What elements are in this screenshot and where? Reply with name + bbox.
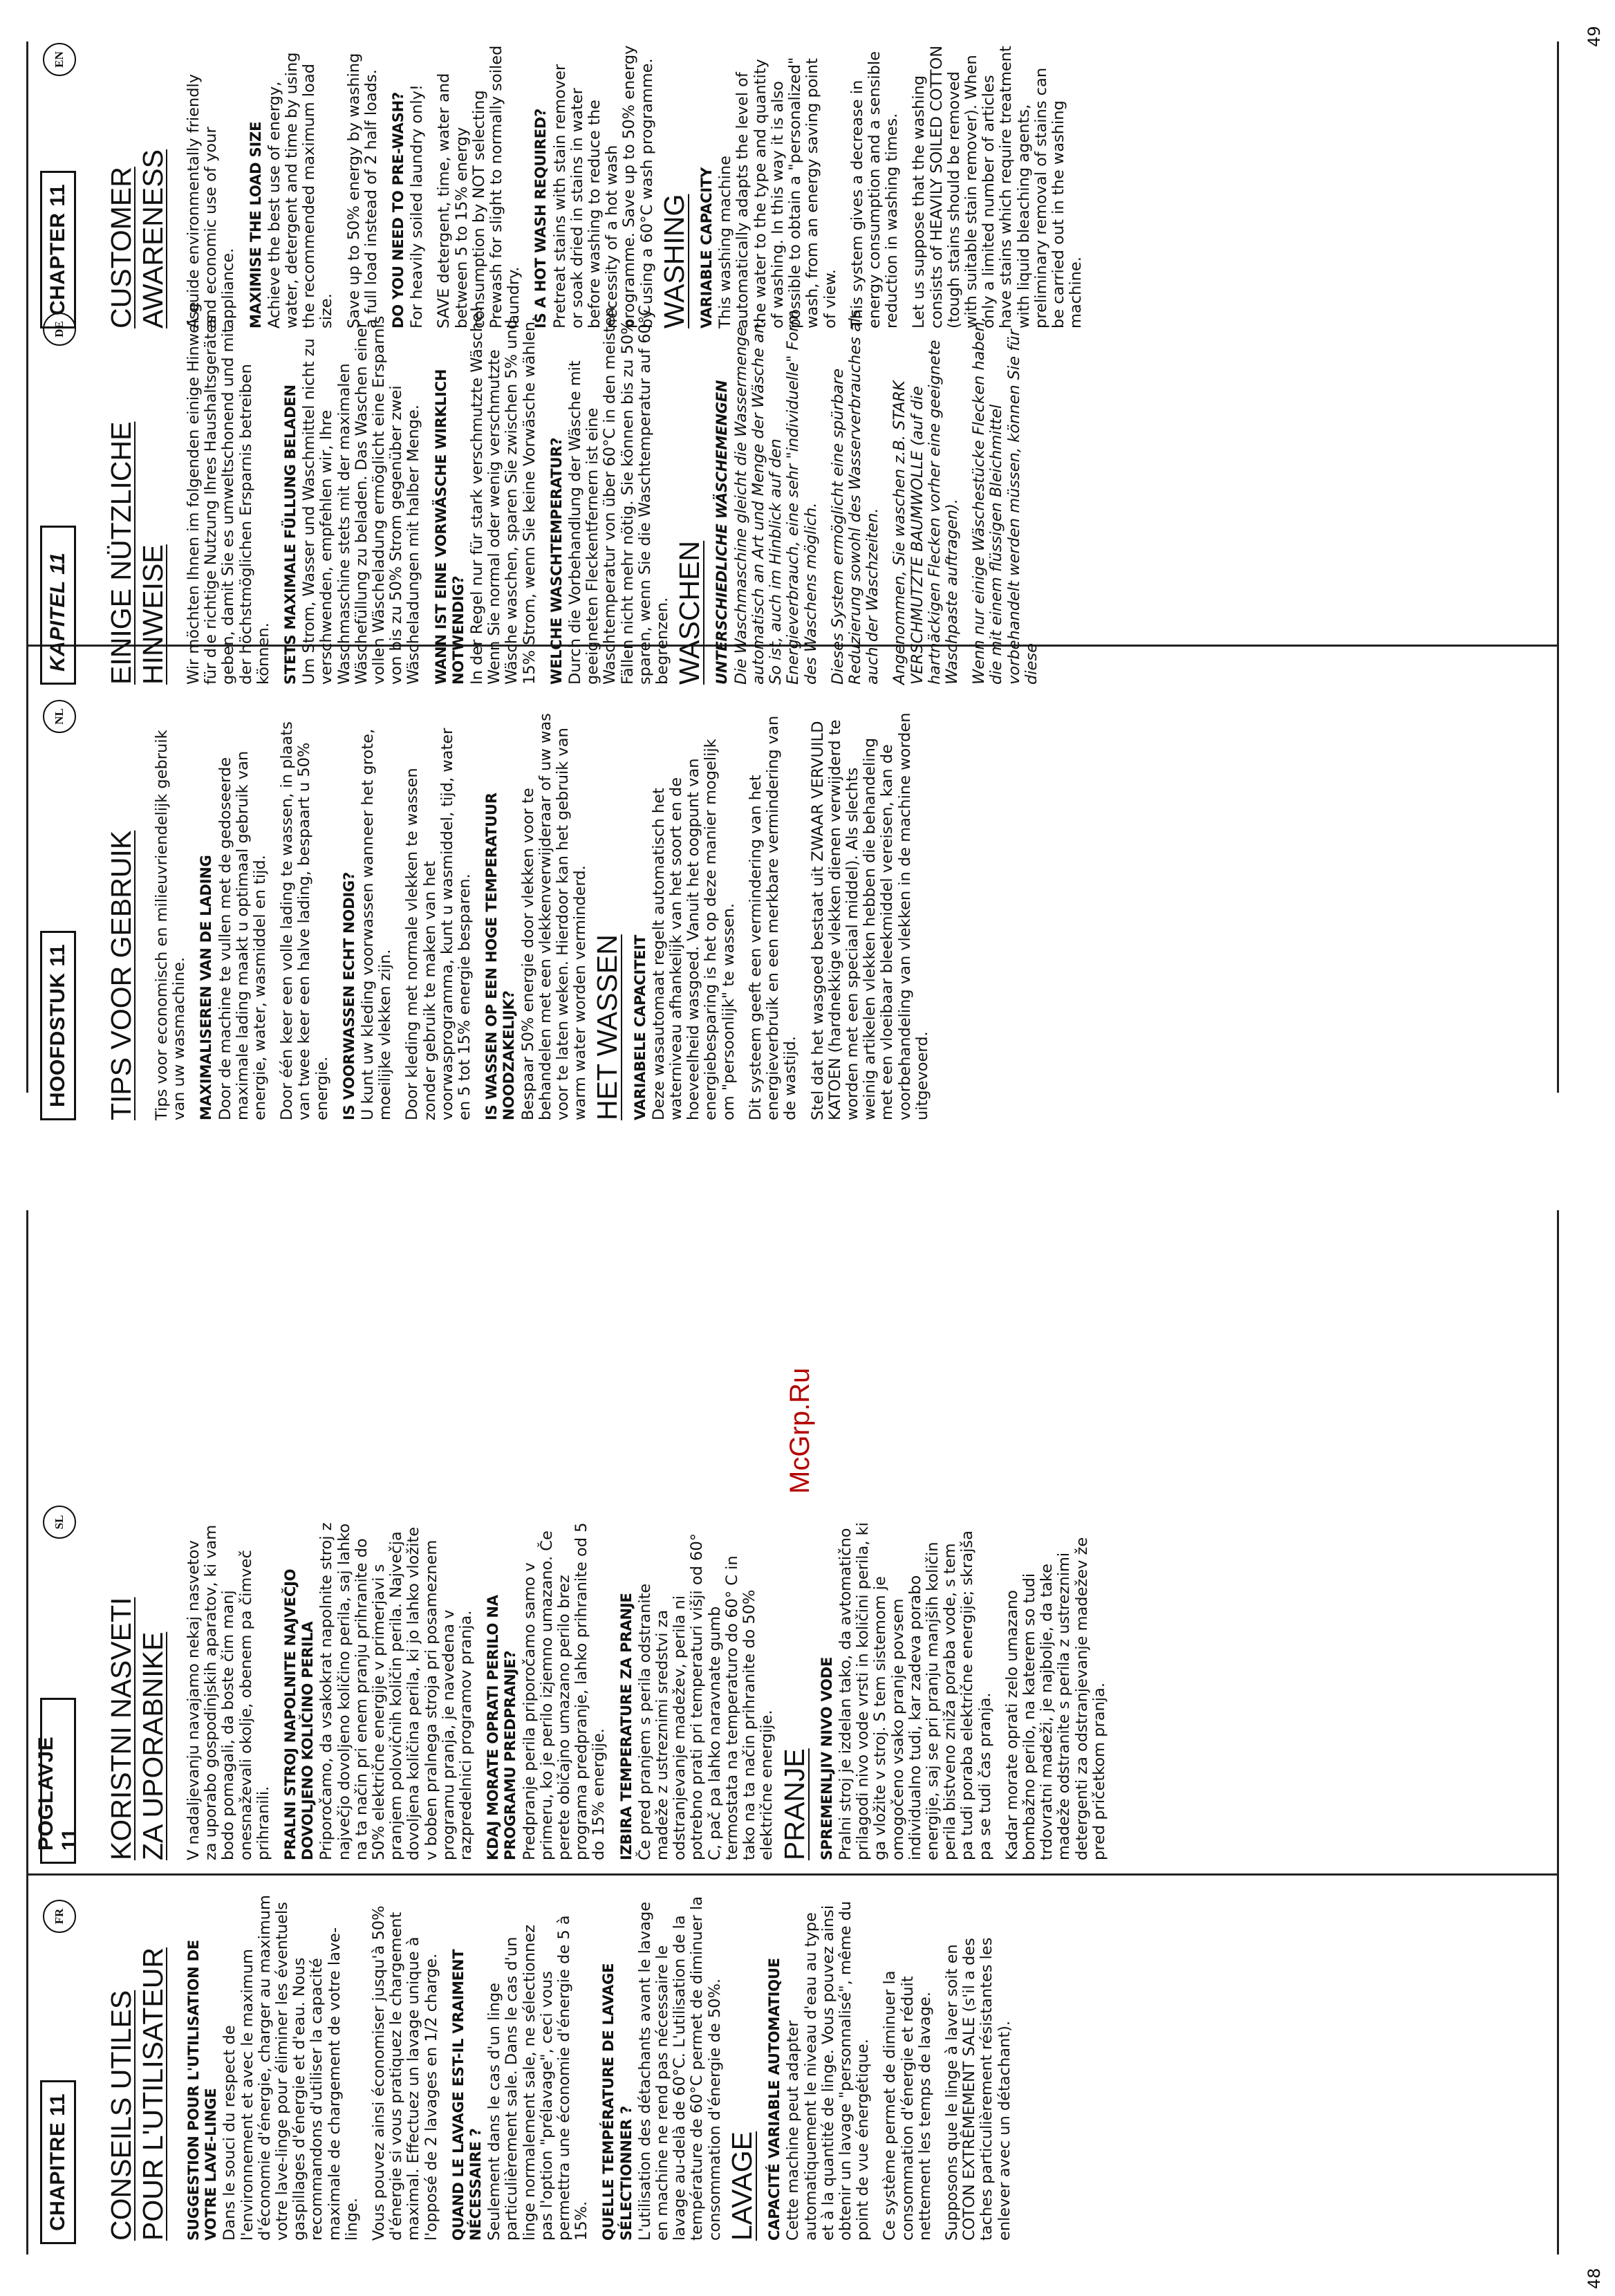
heading-de-3: WELCHE WASCHTEMPERATUR? (548, 437, 565, 685)
heading-fr-2: QUAND LE LAVAGE EST-IL VRAIMENT NÉCESSAIRE ? (449, 1949, 485, 2241)
heading-fr-4: CAPACITÉ VARIABLE AUTOMATIQUE (766, 1958, 783, 2241)
rule-right-top (26, 41, 28, 1093)
text-fr-7: Supposons que le linge à laver soit en COTON EXTRÊMEMENT SALE (s'il a des taches particulièrement résistantes les enlever avec un détachant). (942, 1937, 1014, 2241)
title-en: CUSTOMER AWARENESS (105, 149, 169, 328)
heading-nl-1: MAXIMALISEREN VAN DE LADING (198, 855, 215, 1120)
text-en-7: This system gives a decrease in energy consumption and a sensible reduction in washing times. (848, 51, 902, 328)
heading-sl-3: IZBIRA TEMPERATURE ZA PRANJE (617, 1593, 635, 1860)
title-sl: KORISTNI NASVETI ZA UPORABNIKE (105, 1597, 169, 1860)
heading-sl-2: KDAJ MORATE OPRATI PERILO NA PROGRAMU PREDPRANJE? (485, 1595, 519, 1860)
flag-fr-icon: FR (43, 1900, 76, 1933)
page-number-right: 49 (1585, 26, 1604, 47)
heading-nl-2: IS VOORWASSEN ECHT NODIG? (340, 871, 357, 1120)
title-de: EINIGE NÜTZLICHE HINWEISE (105, 421, 169, 685)
chapter-box-sl: POGLAVJE 11 (40, 1698, 76, 1864)
header-fr (46, 1885, 71, 2244)
text-en-6: This washing machine automatically adapts the level of the water to the type and quantity of washing. In this way it is also possible to obtain a "personalized" wash, from an energy saving point of view. (716, 57, 839, 328)
flag-sl-icon: SL (43, 1506, 76, 1539)
heading-sl-4: SPREMENLJIV NIVO VODE (818, 1656, 835, 1860)
flag-de-icon: DE (43, 313, 76, 346)
title-nl: TIPS VOOR GEBRUIK (105, 830, 137, 1120)
text-fr-3: Seulement dans le cas d'un linge particulièrement sale. Dans le cas d'un linge normalement sale, ne sélectionnez pas l'option "prélavage", ceci vous permettra une économie d'énergie de 5 à 15%. (485, 1915, 591, 2241)
header-nl (46, 705, 71, 1120)
text-nl-4: Door kleding met normale vlekken te wassen zonder gebruik te maken van het voorwasprogramma, kunt u wasmiddel, tijd, water en 5 tot 15% energie besparen. (403, 728, 474, 1120)
text-de-3: Durch die Vorbehandlung der Wäsche mit geeigneten Fleckentfernern ist eine Waschtemperatur von über 60°C in den meisten Fällen nicht mehr nötig. Sie können bis zu 50% sparen, wenn Sie die Waschtemperatur auf 60°C begrenzen. (566, 305, 672, 685)
text-sl-2: Predpranje perila priporočamo samo v primeru, ko je perilo izjemno umazano. Če perete običajno umazano perilo brez programa predpranje, lahko prihranite od 5 do 15% energije. (520, 1522, 608, 1860)
chapter-box-nl: HOOFDSTUK 11 (40, 931, 76, 1120)
rule-left-top (26, 1210, 28, 2255)
section-title-nl: HET WASSEN (591, 934, 624, 1120)
text-nl-2: Door één keer een volle lading te wassen, in plaats van twee keer een halve lading, bespaart u 50% energie. (278, 721, 331, 1120)
heading-en-4: VARIABLE CAPACITY (698, 167, 716, 328)
heading-de-2: WANN IST EINE VORWÄSCHE WIRKLICH NOTWENDIG? (432, 369, 467, 685)
text-fr-1: Dans le souci du respect de l'environnement et avec le maximum d'économie d'énergie, charger au maximum votre lave-linge pour éliminer les éventuels gaspillages d'énergie et d'eau. Nous recommandons d'utiliser la capacité maximale de chargement de votre lave-linge. (221, 1895, 361, 2241)
text-fr-6: Ce système permet de diminuer la consommation d'énergie et réduit nettement les temps de lavage. (881, 1970, 934, 2241)
flag-en-icon: EN (43, 43, 76, 76)
heading-nl-4: VARIABELE CAPACITEIT (631, 934, 648, 1120)
rule-right-bottom (1557, 41, 1559, 1093)
text-en-1: Achieve the best use of energy, water, detergent and time by using the recommended maximum load size. (265, 52, 336, 328)
section-title-en: WASHING (657, 194, 690, 328)
column-nl (90, 712, 941, 1120)
text-de-4: Die Waschmaschine gleicht die Wassermenge automatisch an Art und Menge der Wäsche an. So ist, auch im Hinblick auf den Energieverbrauch, eine sehr "individuelle" Form des Waschens möglich. (731, 310, 820, 685)
title-fr: CONSEILS UTILES POUR L'UTILISATEUR (105, 1947, 169, 2241)
text-de-6: Angenommen, Sie waschen z.B. STARK VERSCHMUTZTE BAUMWOLLE (auf die hartnäckigen Flecken vorher eine geeignete Waschpaste auftragen). (890, 340, 961, 685)
heading-de-1: STETS MAXIMALE FÜLLUNG BELADEN (282, 385, 299, 685)
heading-en-3: IS A HOT WASH REQUIRED? (532, 108, 550, 328)
text-de-2: In der Regel nur für stark verschmutzte Wäsche! Wenn Sie normal oder wenig verschmutzte Wäsche waschen, sparen Sie zwischen 5% und 15% Strom, wenn Sie keine Vorwäsche wählen. (468, 306, 539, 685)
column-fr (90, 1895, 1023, 2241)
watermark: McGrp.Ru (785, 1367, 815, 1494)
text-nl-3: U kunt uw kleding voorwassen wanneer het grote, moeilijke vlekken zijn. (359, 728, 395, 1120)
heading-fr-1: SUGGESTION POUR L'UTILISATION DE VOTRE LAVE-LINGE (185, 1940, 220, 2241)
text-nl-1: Door de machine te vullen met de gedoseerde maximale lading maakt u optimaal gebruik van energie, water, wasmiddel en tijd. (216, 750, 270, 1120)
text-en-4: SAVE detergent, time, water and between 5 to 15% energy consumption by NOT selecting Prewash for slight to normally soiled laundry. (435, 45, 523, 328)
text-fr-5: Cette machine peut adapter automatiquement le niveau d'eau au type et à la quantité de linge. Vous pouvez ainsi obtenir un lavage "personnalisé", même du point de vue énergétique. (784, 1900, 872, 2241)
text-en-2: Save up to 50% energy by washing a full load instead of 2 half loads. (344, 53, 380, 328)
text-sl-4: Pralni stroj je izdelan tako, da avtomatično prilagodi nivo vode vrsti in količini perila, ki ga vložite v stroj. S tem sistemom je omogočeno vsako pranje povsem individualno tudi, kar zadeva porabo energije, saj se pri pranju manjših količin perila bistveno zniža poraba vode, s tem pa tudi poraba električne energije; skrajša pa se tudi čas pranja. (836, 1522, 994, 1860)
column-sl (90, 1521, 1118, 1860)
section-title-sl: PRANJE (778, 1748, 810, 1860)
page-number-left: 48 (1585, 2268, 1604, 2289)
text-de-1: Um Strom, Wasser und Waschmittel nicht zu verschwenden, empfehlen wir, Ihre Waschmaschine stets mit der maximalen Wäschefüllung zu beladen. Das Waschen einer vollen Wäscheladung ermöglicht eine Ersparnis von bis zu 50% Strom gegenüber zwei Wäscheladungen mit halber Menge. (300, 315, 423, 685)
section-title-de: WASCHEN (673, 540, 706, 685)
text-en-intro: A guide environmentally friendly and economic use of your appliance. (185, 73, 238, 328)
text-en-5: Pretreat stains with stain remover or soak dried in stains in water before washing to reduce the necessity of a hot wash programme. Save up to 50% energy by using a 60°C wash programme. (550, 45, 656, 328)
column-divider-left (26, 1873, 1559, 1876)
column-de (90, 297, 1050, 685)
text-de-5: Dieses System ermöglicht eine spürbare Reduzierung sowohl des Wasserverbrauches als auch der Waschzeiten. (828, 310, 882, 685)
text-fr-4: L'utilisation des détachants avant le lavage en machine ne rend pas nécessaire le lavage au-delà de 60°C. L'utilisation de la température de 60°C permet de diminuer la consommation d'énergie de 50%. (635, 1896, 724, 2241)
heading-de-4: UNTERSCHIEDLICHE WÄSCHEMENGEN (713, 380, 731, 685)
heading-nl-3: IS WASSEN OP EEN HOGE TEMPERATUUR NOODZAKELIJK? (483, 793, 518, 1120)
text-de-intro: Wir möchten Ihnen im folgenden einige Hinweise für die richtige Nutzung Ihres Haushaltsgerätes geben, damit Sie es umweltschonend und mit der höchstmöglichen Ersparnis betreiben können. (185, 302, 272, 685)
text-sl-intro: V nadaljevanju navajamo nekaj nasvetov za uporabo gospodinjskih aparatov, ki vam bodo pomagali, da boste čim manj onesnaževali okolje, obenem pa čimveč prihranili. (185, 1524, 272, 1860)
text-nl-8: Stel dat het wasgoed bestaat uit ZWAAR VERVUILD KATOEN (hardnekkige vlekken dienen verwijderd te worden met een speciaal middel). Als slechts weinig artikelen vlekken hebben die behandeling met een vloeibaar bleekmiddel vereisen, kan de voorbehandeling van vlekken in de machine worden uitgevoerd. (808, 712, 931, 1120)
text-fr-2: Vous pouvez ainsi économiser jusqu'à 50% d'énergie si vous pratiquez le chargement maximal. Effectuez un lavage unique à l'opposé de 2 lavages en 1/2 charge. (370, 1905, 440, 2241)
heading-fr-3: QUELLE TEMPÉRATURE DE LAVAGE SÉLECTIONNER ? (600, 1963, 635, 2241)
rule-left-bottom (1557, 1210, 1559, 2255)
text-sl-3: Če pred pranjem s perila odstranite madeže z ustreznimi sredstvi za odstranjevanje madežev, perila ni potrebno prati pri temperaturi višji od 60° C, pač pa lahko naravnate gumb termostata na temperaturo do 60° C in tako na ta način prihranite do 50% električne energije. (635, 1533, 776, 1860)
text-nl-7: Dit systeem geeft een vermindering van het energieverbruik en een merkbare vermindering van de wastijd. (746, 715, 800, 1120)
header-de (46, 297, 71, 685)
text-nl-5: Bespaar 50% energie door vlekken voor te behandelen met een vlekkenverwijderaar of uw was voor te laten weken. Hierdoor kan het gebruik van warm water worden verminderd. (519, 713, 590, 1120)
text-sl-5: Kadar morate oprati zelo umazano bombažno perilo, na katerem so tudi trdovratni madeži, je najbolje, da take madeže odstranite s perila z ustreznimi detergenti za odstranjevanje madežev že pred pričetkom pranja. (1002, 1537, 1108, 1860)
chapter-box-de: KAPITEL 11 (40, 526, 76, 685)
text-nl-intro: Tips voor economisch en milieuvriendelijk gebruik van uw wasmachine. (153, 730, 189, 1120)
text-de-7: Wenn nur einige Wäschestücke Flecken haben, die mit einem flüssigen Bleichmittel vorbehandelt werden müssen, können Sie für diese (970, 316, 1040, 685)
text-en-3: For heavily soiled laundry only! (408, 84, 427, 328)
flag-nl-icon: NL (43, 700, 76, 733)
section-title-fr: LAVAGE (725, 2131, 758, 2241)
header-en (46, 38, 71, 328)
heading-en-2: DO YOU NEED TO PRE-WASH? (390, 92, 407, 328)
heading-en-1: MAXIMISE THE LOAD SIZE (247, 121, 264, 328)
text-nl-6: Deze wasautomaat regelt automatisch het waterniveau afhankelijk van het soort en de hoeveelheid wasgoed. Vanuit het oogpunt van energiebesparing is het op deze manier mogelijk om "persoonlijk" te wassen. (649, 739, 738, 1120)
header-sl (35, 1504, 81, 1864)
column-en (90, 45, 1094, 328)
chapter-box-fr: CHAPITRE 11 (40, 2080, 76, 2244)
text-en-8: Let us suppose that the washing consists of HEAVILY SOILED COTTON (tough stains should be removed with suitable stain remover). When only a limited number of articles have stains which require treatment with liquid bleaching agents, preliminary removal of stains can be carried out in the washing machine. (910, 45, 1085, 328)
chapter-box-en: CHAPTER 11 (40, 171, 76, 328)
heading-sl-1: PRALNI STROJ NAPOLNITE NAJVEČJO DOVOLJENO KOLIČINO PERILA (282, 1568, 317, 1860)
text-sl-1: Priporočamo, da vsakokrat napolnite stroj z največjo dovoljeno količino perila, saj lahko na ta način pri enem pranju prihranite do 50% električne energije v primerjavi s pranjem polovičnih količin perila. Največja dovoljena količina perila, ki jo lahko vložite v boben pralnega stroja pri posameznem programu pranja, je navedena v razpredelnici programov pranja. (317, 1522, 476, 1860)
